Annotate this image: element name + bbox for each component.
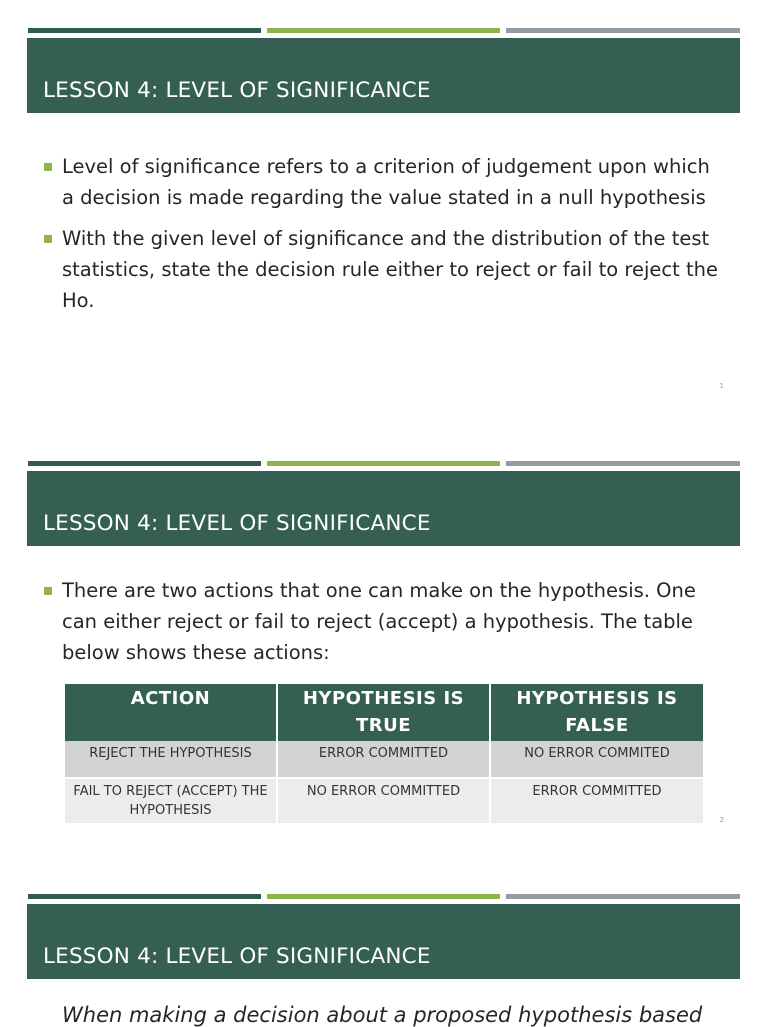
bullet-text: With the given level of significance and the distribution of the test statistics, state the decision rule either to reject or fail to reject the Ho.: [62, 227, 718, 312]
slide-title: LESSON 4: LEVEL OF SIGNIFICANCE: [43, 944, 431, 969]
title-bar: [27, 904, 740, 979]
bullet-item: [42, 575, 722, 668]
title-bar: [27, 38, 740, 113]
slide-title: LESSON 4: LEVEL OF SIGNIFICANCE: [43, 511, 431, 536]
table-header: ACTION: [65, 684, 277, 741]
square-bullet-icon: [44, 587, 52, 595]
title-bar: [27, 471, 740, 546]
square-bullet-icon: [44, 163, 52, 171]
accent-stripe: [28, 894, 261, 899]
square-bullet-icon: [44, 235, 52, 243]
table-header: HYPOTHESIS IS TRUE: [277, 684, 490, 741]
partial-paragraph: When making a decision about a proposed hypothesis based: [62, 1003, 703, 1027]
bullet-list: [42, 151, 722, 326]
table-cell: FAIL TO REJECT (ACCEPT) THE HYPOTHESIS: [65, 778, 277, 823]
table-cell: NO ERROR COMMITTED: [277, 778, 490, 823]
table-cell: ERROR COMMITTED: [277, 741, 490, 778]
table-header-row: [65, 684, 703, 741]
table-cell: ERROR COMMITTED: [490, 778, 703, 823]
bullet-item: [42, 151, 722, 213]
table-header: HYPOTHESIS IS FALSE: [490, 684, 703, 741]
slide-3: [0, 866, 768, 1024]
accent-stripe: [267, 461, 500, 466]
table-cell: NO ERROR COMMITED: [490, 741, 703, 778]
actions-table: [65, 684, 703, 823]
table-row: [65, 741, 703, 778]
accent-stripe: [506, 894, 740, 899]
accent-stripe: [28, 28, 261, 33]
accent-stripe: [267, 28, 500, 33]
table-row: [65, 778, 703, 823]
bullet-text: Level of significance refers to a criterion of judgement upon which a decision is made regarding the value stated in a null hypothesis: [62, 155, 710, 209]
accent-stripe: [506, 28, 740, 33]
accent-stripe: [28, 461, 261, 466]
bullet-item: [42, 223, 722, 316]
bullet-text: There are two actions that one can make on the hypothesis. One can either reject or fail to reject (accept) a hypothesis. The table below shows these actions:: [62, 579, 696, 664]
slide-title: LESSON 4: LEVEL OF SIGNIFICANCE: [43, 78, 431, 103]
accent-stripe: [267, 894, 500, 899]
accent-stripe: [506, 461, 740, 466]
page-number: 1: [719, 382, 724, 390]
page-number: 2: [719, 816, 724, 824]
slide-1: [0, 0, 768, 433]
bullet-list: [42, 575, 722, 678]
table-cell: REJECT THE HYPOTHESIS: [65, 741, 277, 778]
